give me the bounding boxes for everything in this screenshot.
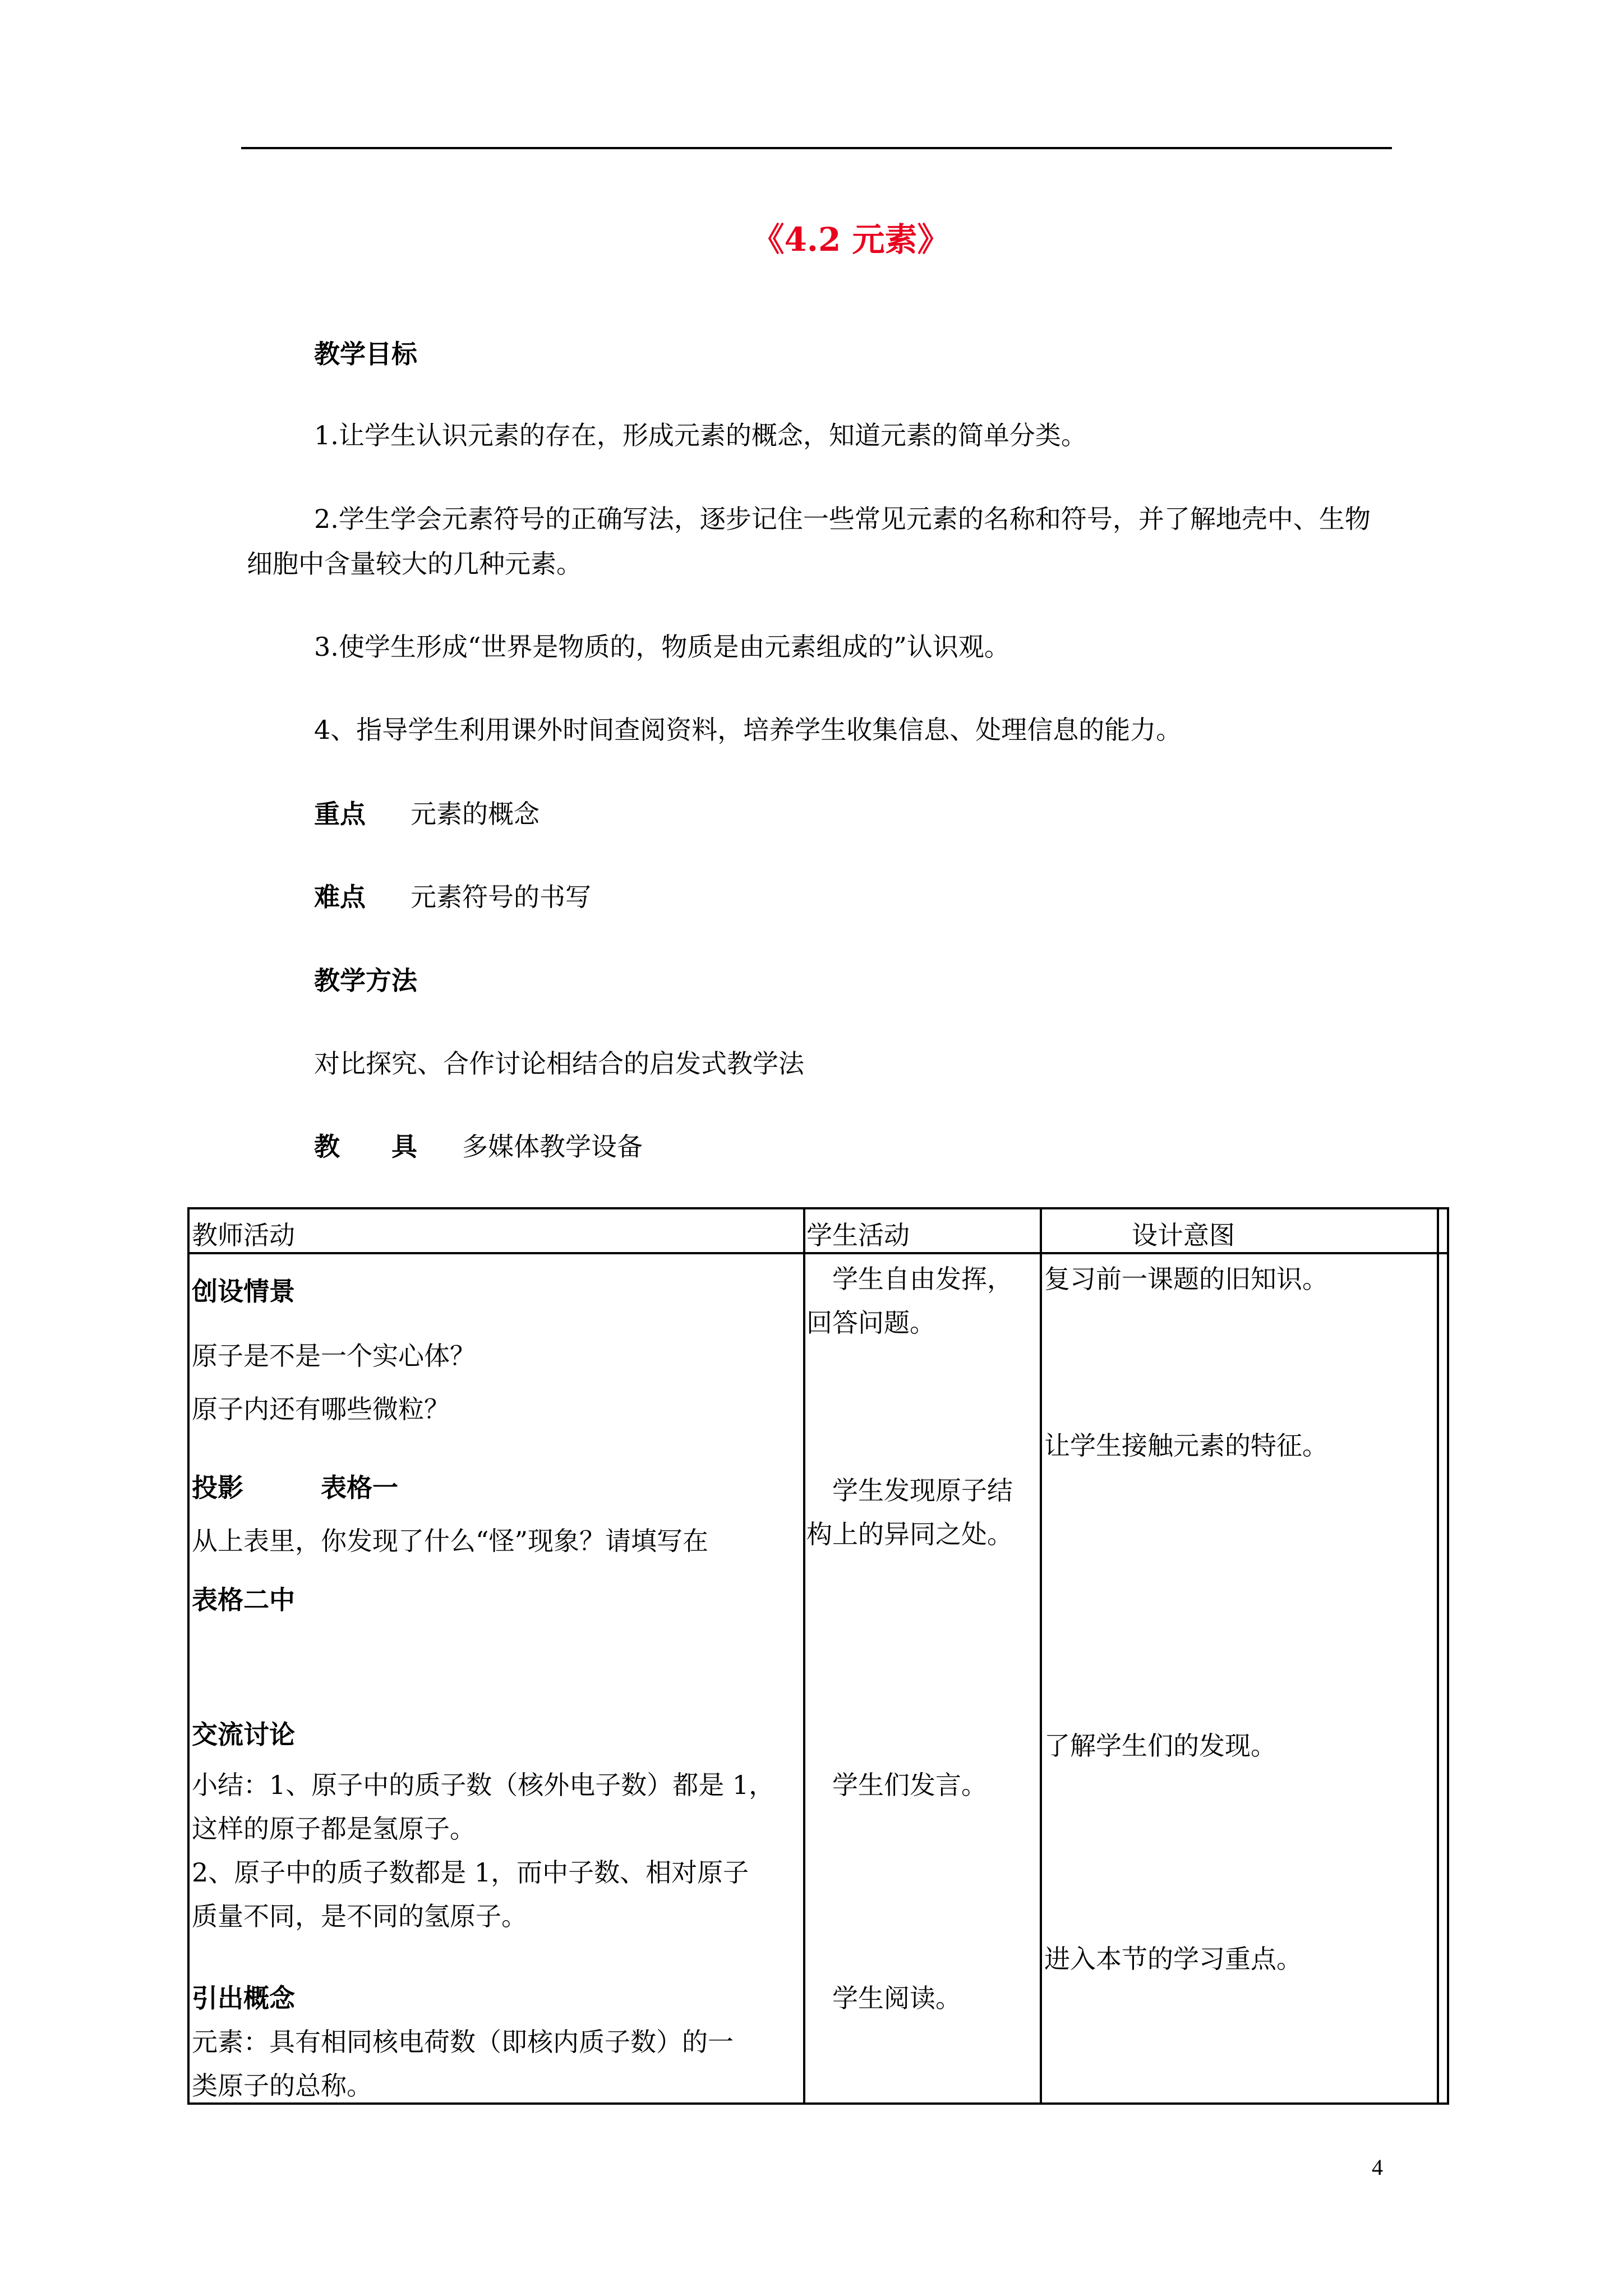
teacher-scene-heading: 创设情景: [192, 1276, 295, 1306]
header-student: 学生活动: [806, 1220, 910, 1250]
intent-focus: 进入本节的学习重点。: [1044, 1944, 1302, 1974]
page-number: 4: [1372, 2155, 1383, 2180]
teacher-discussion-heading: 交流讨论: [192, 1719, 295, 1750]
difficulty-row: [314, 877, 591, 914]
tools-row: [314, 1126, 643, 1163]
tools-label: 教 具: [314, 1131, 417, 1162]
teacher-concept-heading: 引出概念: [192, 1983, 295, 2013]
objectives-heading: 教学目标: [314, 339, 417, 369]
teacher-concept-line-1: 元素：具有相同核电荷数（即核内质子数）的一: [192, 2027, 734, 2057]
table-col-divider-3: [1437, 1209, 1439, 2102]
student-discover-line-2: 构上的异同之处。: [806, 1519, 1013, 1549]
method-value: 对比探究、合作讨论相结合的启发式教学法: [314, 1048, 804, 1079]
header-teacher: 教师活动: [192, 1220, 295, 1250]
teacher-projection-line-2: 表格二中: [192, 1585, 295, 1615]
table-header-divider: [190, 1252, 1447, 1254]
teacher-summary-line-4: 质量不同，是不同的氢原子。: [192, 1901, 527, 1931]
intent-discovery: 了解学生们的发现。: [1044, 1731, 1276, 1761]
intent-review: 复习前一课题的旧知识。: [1044, 1264, 1328, 1294]
teacher-summary-line-2: 这样的原子都是氢原子。: [192, 1814, 476, 1844]
header-rule: [241, 147, 1392, 149]
objective-2: 2.学生学会元素符号的正确写法，逐步记住一些常见元素的名称和符号，并了解地壳中、生物细胞中含量较大的几种元素。: [247, 504, 1371, 579]
key-point-value: 元素的概念: [411, 799, 540, 829]
key-point-row: [314, 794, 540, 831]
objective-3: 3.使学生形成“世界是物质的，物质是由元素组成的”认识观。: [314, 632, 1010, 662]
table-col-divider-2: [1040, 1209, 1042, 2102]
document-title: 《4.2 元素》: [751, 220, 950, 259]
tools-value: 多媒体教学设备: [462, 1131, 643, 1162]
teacher-projection-line-1: 从上表里，你发现了什么“怪”现象？请填写在: [192, 1526, 709, 1556]
intent-features: 让学生接触元素的特征。: [1044, 1430, 1328, 1461]
difficulty-label: 难点: [314, 882, 366, 912]
header-intent: 设计意图: [1132, 1220, 1235, 1250]
activity-table: [187, 1207, 1449, 2105]
student-answer-line-1: 学生自由发挥，: [806, 1264, 1013, 1294]
objective-1: 1.让学生认识元素的存在，形成元素的概念，知道元素的简单分类。: [314, 420, 1087, 450]
difficulty-value: 元素符号的书写: [411, 882, 591, 912]
teacher-summary-line-3: 2、原子中的质子数都是 1，而中子数、相对原子: [192, 1857, 749, 1888]
teacher-question-1: 原子是不是一个实心体？: [192, 1341, 476, 1371]
student-speak: 学生们发言。: [806, 1770, 987, 1800]
teacher-summary-line-1: 小结：1、原子中的质子数（核外电子数）都是 1，: [192, 1770, 775, 1800]
teacher-question-2: 原子内还有哪些微粒？: [192, 1394, 450, 1424]
teacher-concept-line-2: 类原子的总称。: [192, 2070, 372, 2101]
key-point-label: 重点: [314, 799, 366, 829]
teacher-projection-heading: 投影 表格一: [192, 1473, 398, 1503]
student-read: 学生阅读。: [806, 1983, 961, 2013]
student-answer-line-2: 回答问题。: [806, 1308, 935, 1338]
method-heading: 教学方法: [314, 965, 417, 996]
objective-4: 4、指导学生利用课外时间查阅资料，培养学生收集信息、处理信息的能力。: [314, 715, 1182, 745]
student-discover-line-1: 学生发现原子结: [806, 1475, 1013, 1506]
table-col-divider-1: [803, 1209, 805, 2102]
